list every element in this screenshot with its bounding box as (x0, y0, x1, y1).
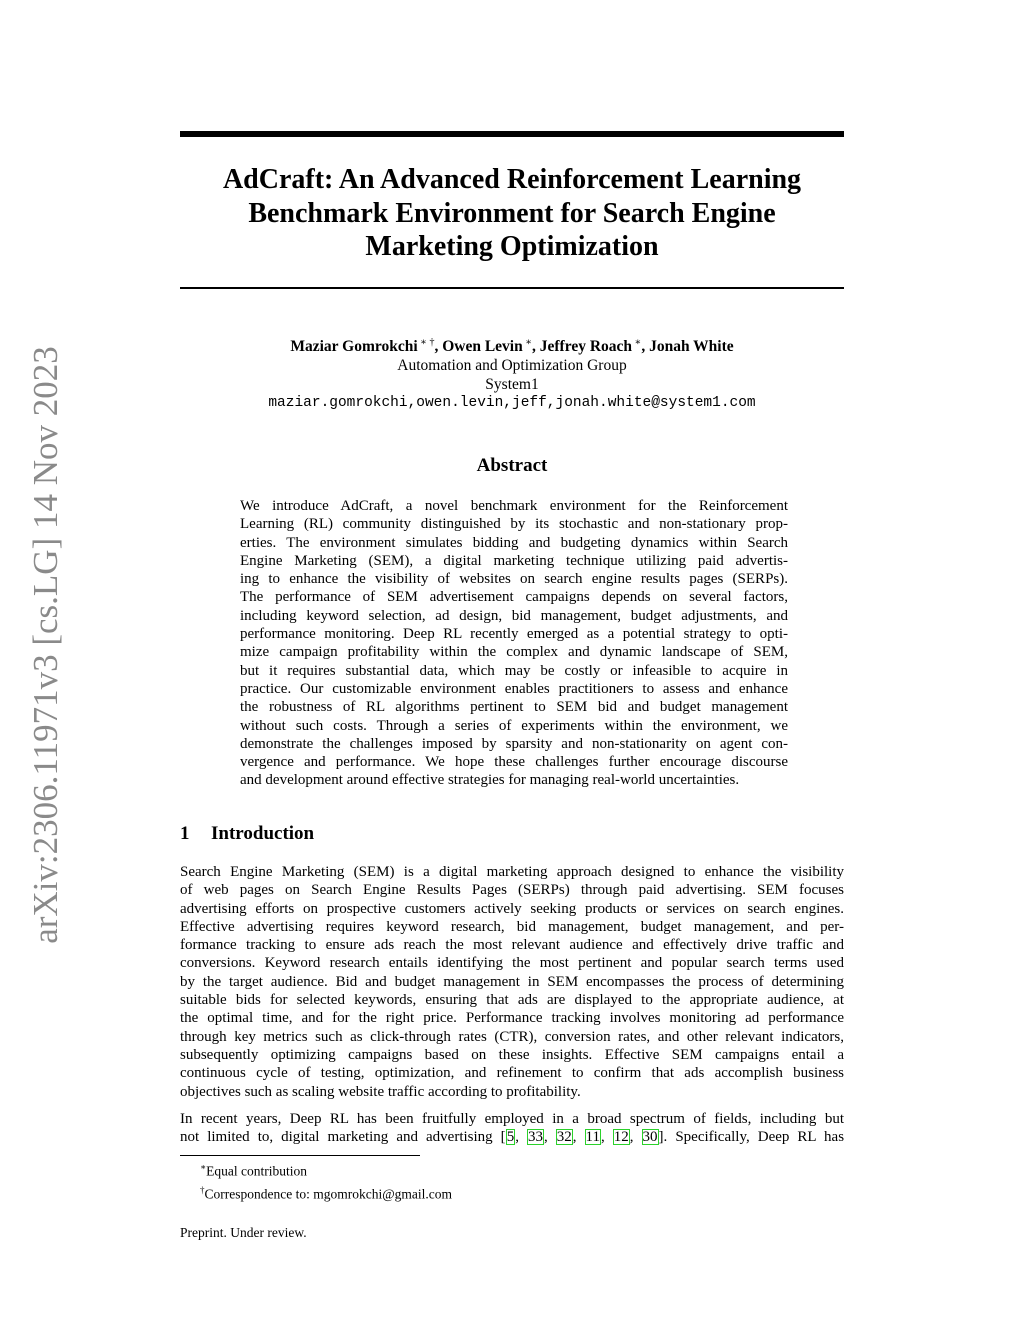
footnote-text: Equal contribution (206, 1163, 307, 1179)
citation-link[interactable]: 11 (585, 1129, 600, 1146)
footnote (200, 1158, 840, 1181)
title-line: Benchmark Environment for Search Engine (248, 197, 776, 229)
body-line: through key metrics such as click-through rates (CTR), conversion rates, and other relevant indicators, (180, 1028, 844, 1045)
introduction-paragraph (180, 1110, 844, 1147)
arxiv-identifier: arXiv:2306.11971v3 [cs.LG] 14 Nov 2023 (26, 346, 66, 944)
body-line: by the target audience. Bid and budget management in SEM encompasses the process of determining (180, 973, 844, 990)
abstract-line: vergence and performance. We hope these challenges further encourage discourse (240, 754, 788, 771)
abstract-line: Learning (RL) community distinguished by its stochastic and non-stationary prop- (240, 516, 788, 533)
author-separator: , (532, 338, 540, 356)
author-footnote-marks: ∗ † (420, 337, 435, 348)
body-line: advertising efforts on prospective customers actively seeking products or services on search engines. (180, 900, 844, 917)
body-line: formance tracking to ensure ads reach the most relevant audience and effectively drive traffic and (180, 937, 844, 954)
abstract-line: ing to enhance the visibility of websites on search engine results pages (SERPs). (240, 571, 788, 588)
abstract-line: but it requires substantial data, which may be costly or infeasible to acquire in (240, 662, 788, 679)
citation-link[interactable]: 12 (613, 1129, 629, 1146)
body-line: objectives such as scaling website traffic according to profitability. (180, 1083, 581, 1100)
abstract-line: performance monitoring. Deep RL recently emerged as a potential strategy to opti- (240, 626, 788, 643)
citation-link[interactable]: 30 (642, 1129, 658, 1146)
citation-link[interactable]: 32 (556, 1129, 572, 1146)
title-line: AdCraft: An Advanced Reinforcement Learning (222, 164, 802, 195)
introduction-paragraph (180, 863, 844, 1101)
abstract-line: The performance of SEM advertisement campaigns depends on several factors, (240, 589, 788, 606)
author-block (180, 333, 844, 413)
body-line-with-citations (180, 1128, 844, 1146)
organization: System1 (485, 376, 539, 394)
preprint-note: Preprint. Under review. (180, 1225, 307, 1240)
author-footnote-marks: ∗ (525, 337, 533, 348)
citation-separator: , (543, 1129, 556, 1146)
affiliation: Automation and Optimization Group (397, 357, 627, 375)
section-title: Introduction (211, 823, 315, 844)
footnote-mark: † (200, 1184, 205, 1195)
author-email: maziar.gomrokchi,owen.levin,jeff,jonah.white@system1.com (268, 395, 756, 412)
footnote (200, 1181, 840, 1204)
body-line: Search Engine Marketing (SEM) is a digital marketing approach designed to enhance the visibility (180, 864, 844, 880)
footnotes (200, 1158, 840, 1203)
body-line: Effective advertising requires keyword research, bid management, budget management, and per- (180, 918, 844, 935)
abstract-line: including keyword selection, ad design, bid management, budget adjustments, and (240, 607, 788, 624)
body-text: not limited to, digital marketing and advertising [ (180, 1129, 506, 1146)
body-line: suitable bids for selected keywords, ensuring that ads are displayed to the appropriate audience, at (180, 992, 844, 1009)
body-line: the optimal time, and for the right price. Performance tracking involves monitoring ad performance (180, 1010, 844, 1027)
author-footnote-marks: ∗ (634, 337, 642, 348)
paper-title (180, 163, 844, 264)
body-line: of web pages on Search Engine Results Pages (SERPs) through paid advertising. SEM focuses (180, 882, 844, 899)
author-name: Maziar Gomrokchi (290, 338, 418, 356)
citation-link[interactable]: 5 (506, 1129, 515, 1146)
citation-separator: , (600, 1129, 613, 1146)
section-heading-introduction (180, 823, 314, 845)
citation-separator: , (515, 1129, 527, 1146)
abstract-line: Engine Marketing (SEM), a digital marketing technique utilizing paid advertis- (240, 552, 788, 569)
footnote-rule (180, 1155, 420, 1156)
author-separator: , (641, 338, 650, 356)
abstract-line: the robustness of RL algorithms pertinent to SEM bid and budget management (240, 699, 788, 716)
abstract-line: and development around effective strategies for managing real-world uncertainties. (240, 772, 740, 789)
title-bottom-rule (180, 287, 844, 289)
title-line: Marketing Optimization (365, 231, 659, 262)
title-top-rule (180, 131, 844, 137)
author-separator: , (434, 338, 443, 356)
author-name: Owen Levin (442, 338, 523, 356)
abstract-line: practice. Our customizable environment enables practitioners to assess and enhance (240, 680, 788, 697)
body-line: continuous cycle of testing, optimization, and refinement to confirm that ads accomplish business (180, 1065, 844, 1082)
section-number: 1 (180, 823, 190, 844)
author-list (180, 333, 844, 356)
footnote-text: Correspondence to: mgomrokchi@gmail.com (204, 1186, 453, 1201)
author-name: Jonah White (649, 338, 734, 356)
abstract-line: demonstrate the challenges imposed by sparsity and non-stationarity on agent con- (240, 735, 788, 752)
abstract-body (240, 497, 788, 790)
author-name: Jeffrey Roach (539, 338, 633, 356)
body-text: ]. Specifically, Deep RL has (658, 1129, 845, 1146)
body-line: In recent years, Deep RL has been fruitfully employed in a broad spectrum of fields, including but (180, 1111, 844, 1127)
citation-link[interactable]: 33 (527, 1129, 543, 1146)
abstract-heading: Abstract (476, 455, 548, 476)
citation-separator: , (572, 1129, 585, 1146)
citation-separator: , (629, 1129, 642, 1146)
body-line: subsequently optimizing campaigns based on these insights. Effective SEM campaigns entail a (180, 1046, 844, 1063)
body-line: conversions. Keyword research entails identifying the most pertinent and popular search terms used (180, 955, 844, 972)
arxiv-side-stamp (17, 348, 75, 942)
footnote-mark: ∗ (200, 1162, 207, 1172)
abstract-line: mize campaign profitability within the complex and dynamic landscape of SEM, (240, 644, 788, 661)
abstract-line: without such costs. Through a series of experiments within the environment, we (240, 717, 788, 734)
abstract-line: We introduce AdCraft, a novel benchmark environment for the Reinforcement (240, 498, 788, 514)
abstract-line: erties. The environment simulates bidding and budgeting dynamics within Search (240, 534, 788, 551)
